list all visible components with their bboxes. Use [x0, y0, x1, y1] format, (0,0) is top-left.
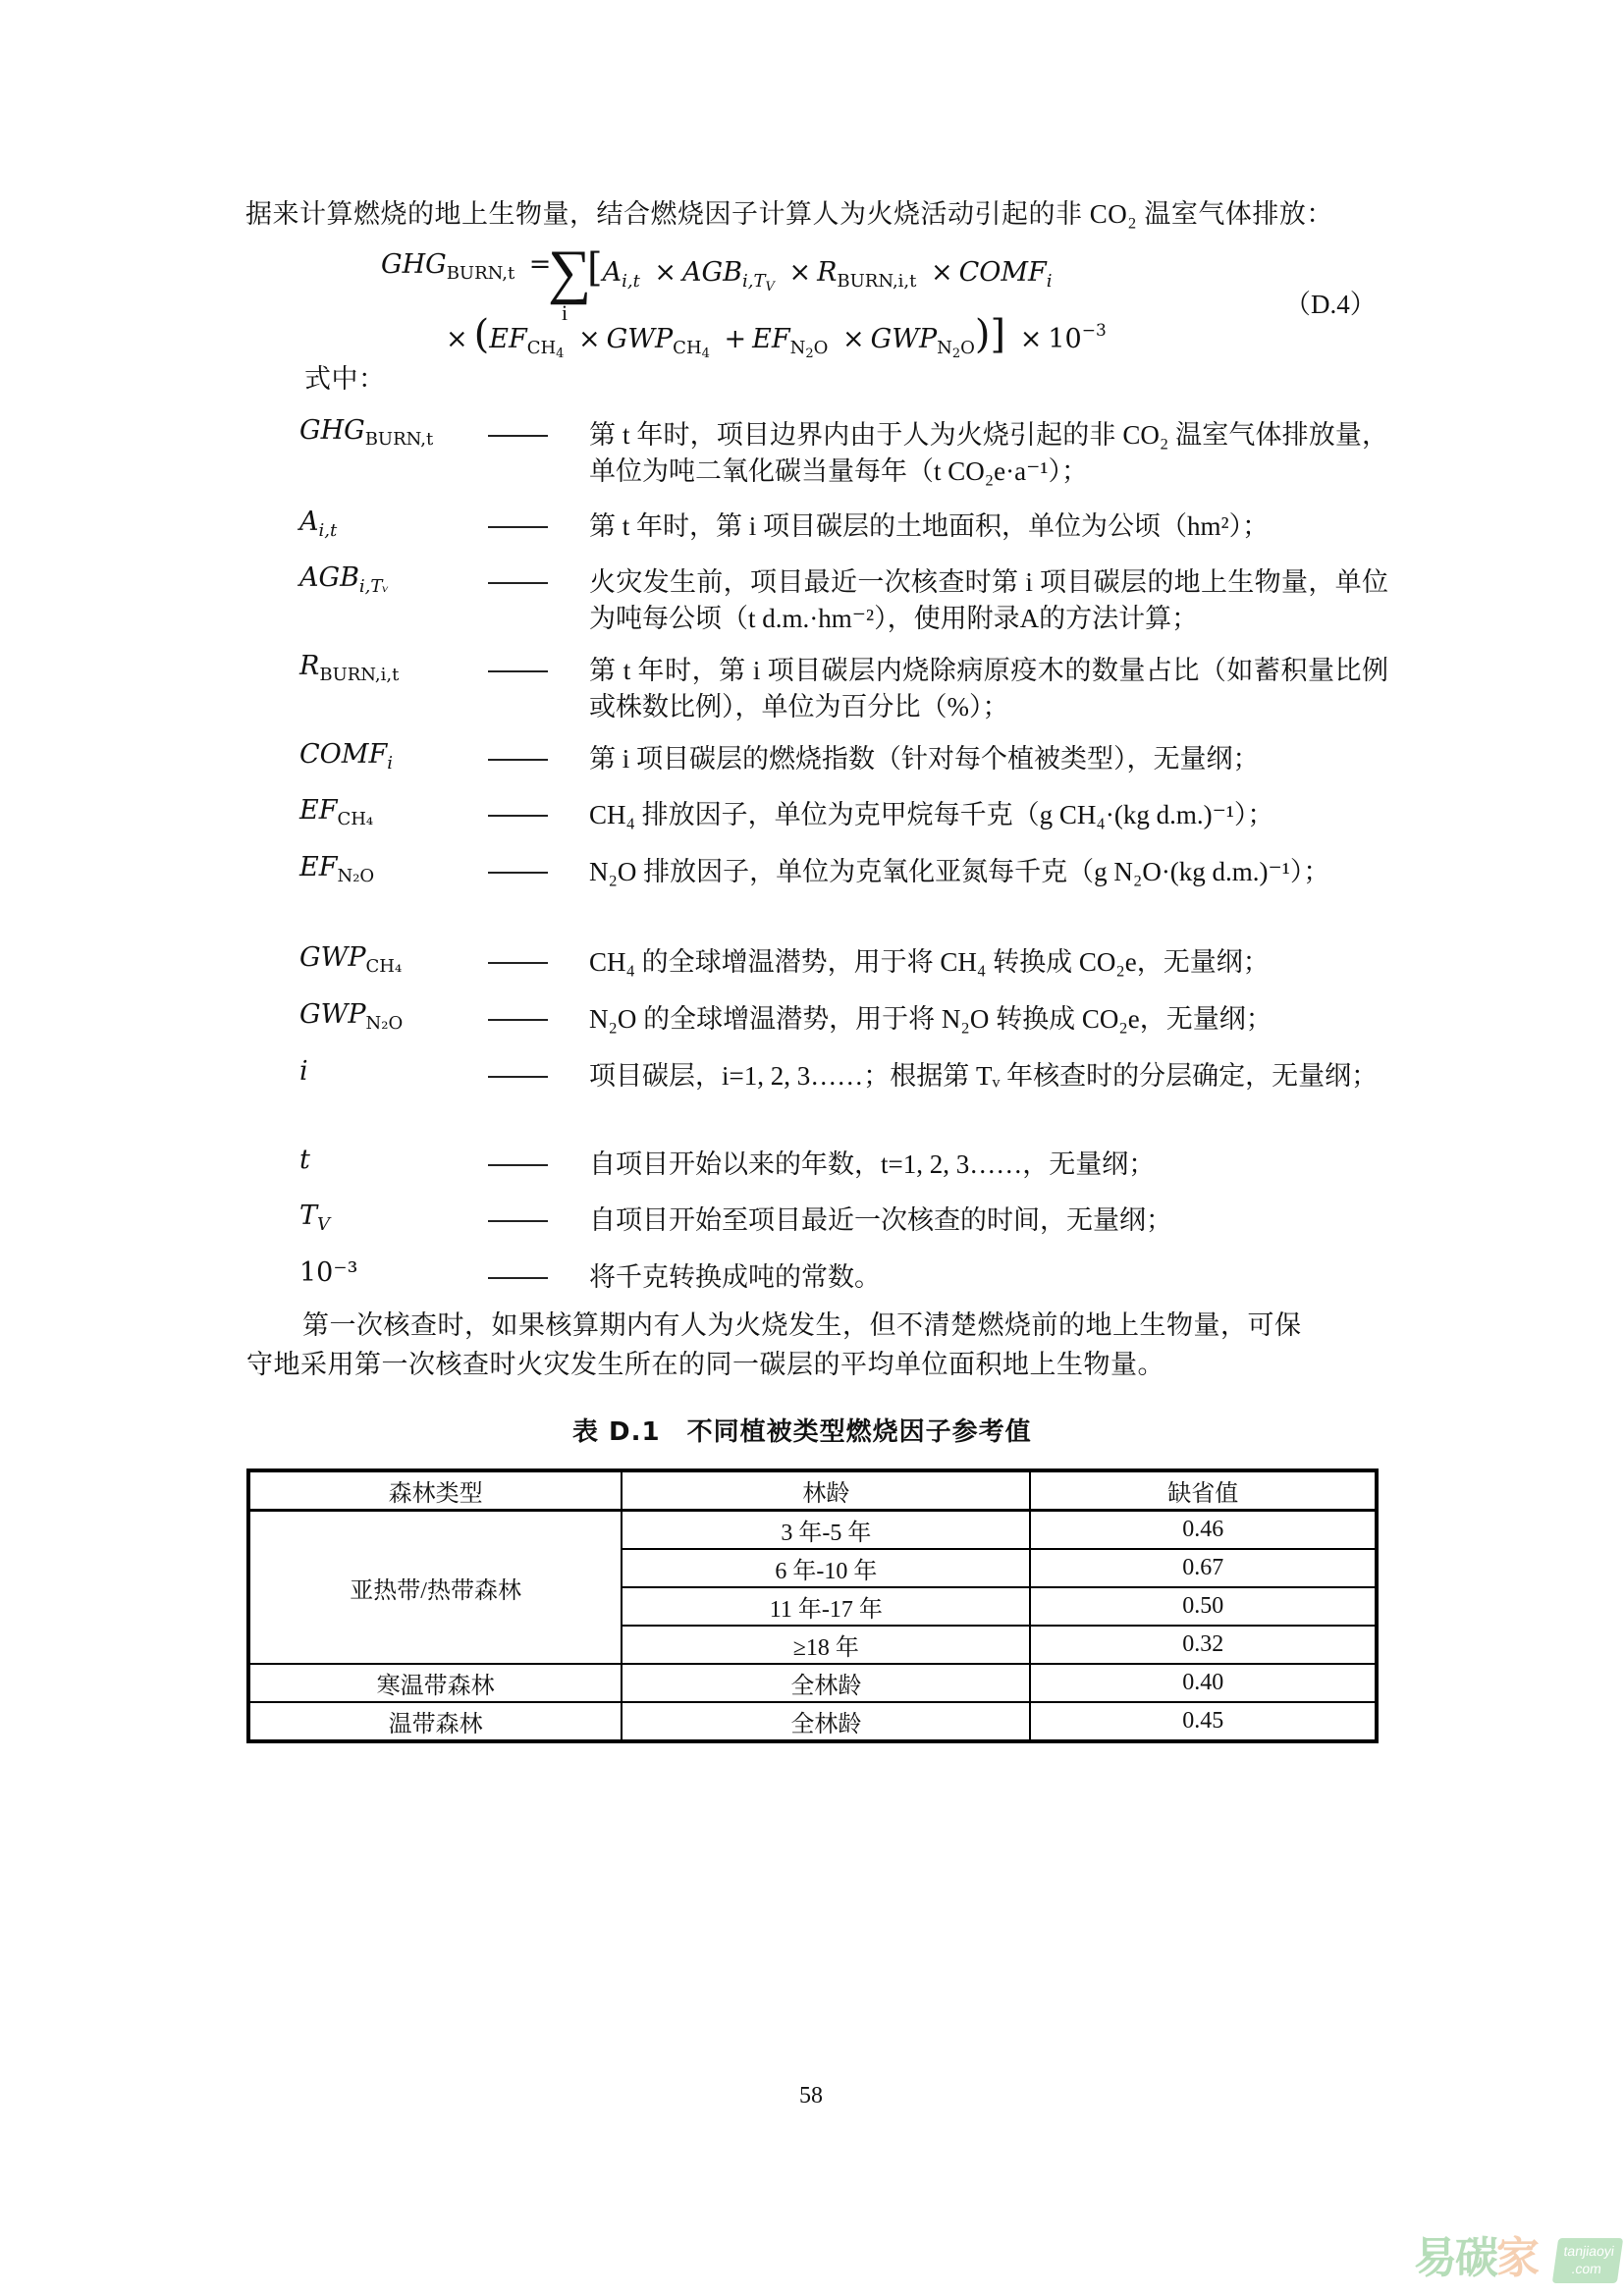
- definition-description: N₂O 的全球增温潜势，用于将 N₂O 转换成 CO₂e，无量纲；: [589, 1004, 1272, 1034]
- definition-description: 自项目开始至项目最近一次核查的时间，无量纲；: [589, 1205, 1172, 1235]
- table-row: [248, 1664, 1377, 1702]
- definition-dash: [488, 1019, 548, 1021]
- table-title: 表 D.1 不同植被类型燃烧因子参考值: [572, 1417, 1032, 1447]
- value-cell: 0.45: [1030, 1702, 1377, 1741]
- term-ef-n2o: EF: [752, 324, 790, 354]
- table-header-row: [248, 1470, 1377, 1511]
- forest-type-cell: 寒温带森林: [248, 1664, 622, 1702]
- age-cell: 全林龄: [622, 1664, 1030, 1702]
- formula-lhs: GHG: [381, 249, 447, 280]
- definition-description: 第 t 年时，项目边界内由于人为火烧引起的非 CO₂ 温室气体排放量，单位为吨二氧化碳当量每年（t CO₂e·a⁻¹）；: [589, 420, 1388, 486]
- definition-dash: [488, 1220, 548, 1222]
- term-a: A: [602, 257, 623, 288]
- definition-symbol: $GHG_{BURN,t}$: [299, 415, 434, 450]
- term-a-sub: i,t: [622, 271, 640, 292]
- definition-dash: [488, 1277, 548, 1279]
- term-r: R: [817, 257, 838, 288]
- definition-dash: [488, 1076, 548, 1078]
- definition-description: 将千克转换成吨的常数。: [589, 1262, 881, 1292]
- term-ef-ch4: EF: [489, 324, 527, 354]
- definition-symbol: $R_{BURN,i,t}$: [299, 651, 400, 685]
- definition-description: 项目碳层，i=1, 2, 3……；根据第 Tᵥ 年核查时的分层确定，无量纲；: [589, 1061, 1379, 1091]
- definition-description: N₂O 排放因子，单位为克氧化亚氮每千克（g N₂O·(kg d.m.)⁻¹）；: [589, 857, 1330, 886]
- watermark-char: 碳: [1455, 2233, 1496, 2283]
- definition-symbol: $GWP_{CH_4}$: [299, 942, 403, 977]
- definition-symbol: $T_V$: [299, 1201, 331, 1235]
- definition-description: 自项目开始以来的年数，t=1, 2, 3……，无量纲；: [589, 1149, 1156, 1179]
- watermark-char: 家: [1496, 2233, 1538, 2283]
- formula-lhs-sub: BURN,t: [446, 263, 515, 284]
- age-cell: 全林龄: [622, 1702, 1030, 1741]
- watermark-domain-badge: [1552, 2238, 1623, 2283]
- definition-symbol: $EF_{N_2O}$: [299, 852, 375, 886]
- term-ten-exp: −3: [1081, 321, 1107, 341]
- term-agb-sub-sub: V: [765, 280, 775, 294]
- paragraph-line-1: 第一次核查时，如果核算期内有人为火烧发生，但不清楚燃烧前的地上生物量，可保: [302, 1310, 1302, 1340]
- sum-index: i: [562, 300, 568, 325]
- definition-symbol: i: [299, 1056, 308, 1087]
- age-cell: ≥18 年: [622, 1626, 1030, 1664]
- header-forest-type: 森林类型: [248, 1470, 622, 1511]
- definition-dash: [488, 582, 548, 584]
- term-gwp-ch4: GWP: [606, 324, 674, 354]
- definition-description: 第 t 年时，第 i 项目碳层的土地面积，单位为公顷（hm²）；: [589, 511, 1270, 541]
- value-cell: 0.46: [1030, 1511, 1377, 1550]
- value-cell: 0.50: [1030, 1587, 1377, 1626]
- term-ten: 10: [1048, 324, 1082, 354]
- definition-description: 第 i 项目碳层的燃烧指数（针对每个植被类型），无量纲；: [589, 744, 1260, 774]
- definition-dash: [488, 872, 548, 874]
- definition-dash: [488, 962, 548, 964]
- definition-dash: [488, 815, 548, 817]
- definition-description: CH₄ 的全球增温潜势，用于将 CH₄ 转换成 CO₂e，无量纲；: [589, 947, 1270, 977]
- definition-description: 第 t 年时，第 i 项目碳层内烧除病原疫木的数量占比（如蓄积量比例或株数比例），单位为百分比（%）；: [589, 656, 1388, 721]
- value-cell: 0.32: [1030, 1626, 1377, 1664]
- term-agb-sub: i,T: [741, 271, 766, 292]
- definition-symbol: $A_{i,t}$: [299, 507, 338, 541]
- watermark-domain-line1: tanjiaoyi: [1562, 2243, 1616, 2259]
- term-gwp-n2o: GWP: [870, 324, 938, 354]
- term-agb: AGB: [682, 257, 742, 288]
- forest-type-cell: 温带森林: [248, 1702, 622, 1741]
- header-default-value: 缺省值: [1030, 1470, 1377, 1511]
- definition-dash: [488, 759, 548, 761]
- table-row: [248, 1702, 1377, 1741]
- combustion-factor-table: [246, 1468, 1379, 1743]
- watermark-domain-line2: .com: [1570, 2261, 1603, 2276]
- term-comf: COMF: [958, 257, 1047, 288]
- formula-line-2: × $(EF_{CH_4} \times GWP_{CH_4} + EF_{N_2O} \times GWP_{N_2O})] \times 10^{-3}$: [446, 312, 1107, 361]
- age-cell: 11 年-17 年: [622, 1587, 1030, 1626]
- definition-dash: [488, 670, 548, 672]
- equation-number: （D.4）: [1284, 290, 1377, 319]
- sum-sign: ∑: [548, 239, 592, 305]
- forest-type-cell: 亚热带/热带森林: [248, 1511, 622, 1665]
- definition-symbol: $EF_{CH_4}$: [299, 795, 374, 829]
- definition-dash: [488, 435, 548, 437]
- definition-dash: [488, 1164, 548, 1166]
- definition-dash: [488, 526, 548, 528]
- definition-symbol: $COMF_i$: [299, 739, 393, 774]
- intro-text: 据来计算燃烧的地上生物量，结合燃烧因子计算人为火烧活动引起的非 CO₂ 温室气体排放：: [245, 199, 1333, 229]
- watermark-text: [1414, 2230, 1538, 2287]
- definition-symbol: t: [299, 1145, 310, 1175]
- formula-line-1-terms: [$A_{i,t} \times AGB_{i,T_V} \times R_{BURN,i,t}$ × $COMF_i$: [587, 245, 1053, 294]
- term-comf-sub: i: [1046, 271, 1053, 292]
- definition-description: 火灾发生前，项目最近一次核查时第 i 项目碳层的地上生物量，单位为吨每公顷（t d.m.·hm⁻²），使用附录A的方法计算；: [589, 567, 1388, 633]
- age-cell: 3 年-5 年: [622, 1511, 1030, 1550]
- where-label: 式中：: [304, 364, 386, 394]
- value-cell: 0.67: [1030, 1549, 1377, 1587]
- formula-line-1: $GHG_{BURN,t}$ =: [381, 249, 552, 284]
- watermark-logo: [1414, 2230, 1622, 2287]
- page-number: 58: [799, 2083, 823, 2109]
- watermark-char: 易: [1414, 2233, 1455, 2283]
- definition-symbol: $GWP_{N_2O}$: [299, 999, 404, 1034]
- definition-symbol: 10⁻³: [299, 1257, 358, 1288]
- header-age: 林龄: [622, 1470, 1030, 1511]
- definition-symbol: $AGB_{i,Tᵥ}$: [299, 562, 390, 597]
- table-row: [248, 1511, 1377, 1550]
- paragraph-line-2: 守地采用第一次核查时火灾发生所在的同一碳层的平均单位面积地上生物量。: [246, 1350, 1164, 1379]
- age-cell: 6 年-10 年: [622, 1549, 1030, 1587]
- term-r-sub: BURN,i,t: [837, 271, 917, 292]
- value-cell: 0.40: [1030, 1664, 1377, 1702]
- definition-description: CH₄ 排放因子，单位为克甲烷每千克（g CH₄·(kg d.m.)⁻¹）；: [589, 800, 1274, 829]
